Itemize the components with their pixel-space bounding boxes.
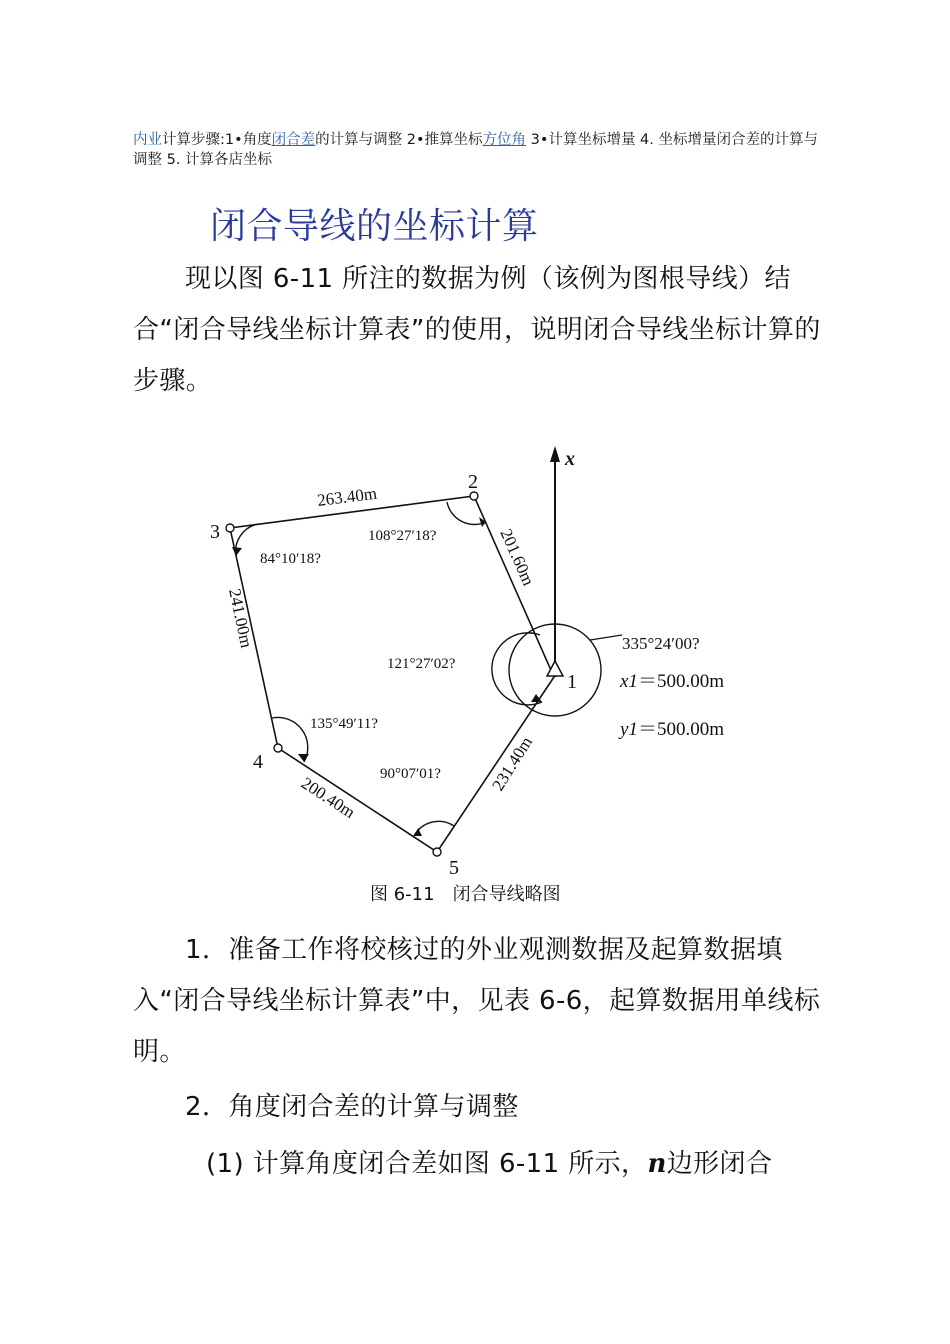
point-label-4: 4 [253, 751, 263, 773]
intro-part-1: 计算步骤:1•角度 [162, 132, 272, 148]
point-label-5: 5 [449, 857, 459, 879]
side-label-3-2: 263.40m [316, 483, 379, 510]
point-3-marker [226, 524, 234, 532]
angle-arc-4-arrowhead [298, 754, 309, 762]
point-5-marker [433, 848, 441, 856]
angle-label-3: 84°10′18? [260, 551, 321, 567]
point-label-1: 1 [567, 671, 577, 693]
point-label-2: 2 [468, 471, 478, 493]
side-label-5-1: 231.40m [488, 733, 537, 795]
link-bihecha[interactable]: 闭合差 [271, 132, 316, 148]
p4-variable-n: n [647, 1149, 667, 1179]
coord-y1 [618, 719, 724, 740]
axis-x-label: x [565, 448, 575, 470]
coord-y1-value: ＝500.00m [637, 719, 724, 740]
side-label-4-5: 200.40m [297, 773, 359, 823]
angle-label-5: 90°07′01? [380, 766, 441, 782]
intro-part-3: 3•计算坐标增量 4. 坐标增量闭合差的计算与调整 5. 计算各店坐标 [133, 132, 819, 168]
paragraph-intro: 现以图 6-11 所注的数据为例（该例为图根导线）结合“闭合导线坐标计算表”的使用，说明闭合导线坐标计算的步骤。 [133, 264, 821, 396]
intro-text [133, 130, 823, 170]
page-title: 闭合导线的坐标计算 [210, 206, 539, 247]
point-2-marker [470, 492, 478, 500]
figure-caption: 图 6-11 闭合导线略图 [370, 884, 561, 905]
azimuth-label: 335°24′00? [622, 634, 700, 653]
intro-part-2: 的计算与调整 2•推算坐标 [315, 132, 483, 148]
point-4-marker [274, 744, 282, 752]
angle-label-4: 135°49′11? [310, 716, 378, 732]
coord-x1-value: ＝500.00m [637, 671, 724, 692]
angle-arc-2 [447, 502, 486, 524]
p4-prefix: (1) 计算角度闭合差如图 6-11 所示， [206, 1149, 648, 1179]
coord-x1 [619, 671, 724, 692]
angle-arc-2-arrowhead [479, 517, 486, 527]
angle-arc-3-arrowhead [232, 547, 242, 556]
angle-label-1: 121°27′02? [387, 656, 456, 672]
coord-y1-label: y1 [620, 719, 638, 740]
paragraph-step-2: 2．角度闭合差的计算与调整 [185, 1092, 519, 1122]
north-arrow [550, 446, 560, 462]
paragraph-step-2-1 [146, 1139, 846, 1190]
side-label-2-1: 201.60m [496, 525, 539, 589]
traverse-diagram [190, 440, 760, 880]
paragraph-step-1: 1．准备工作将校核过的外业观测数据及起算数据填入“闭合导线坐标计算表”中，见表 6-6，起算数据用单线标明。 [133, 935, 821, 1067]
point-label-3: 3 [210, 521, 220, 543]
angle-label-2: 108°27′18? [368, 528, 437, 544]
coord-x1-label: x1 [620, 671, 638, 692]
side-label-3-4: 241.00m [225, 586, 257, 650]
p4-suffix: 边形闭合 [666, 1149, 773, 1179]
azimuth-leader [590, 635, 622, 640]
link-neiye[interactable]: 内业 [133, 132, 162, 148]
link-fangweijiao[interactable]: 方位角 [482, 132, 527, 148]
angle-arc-5-arrowhead [414, 828, 422, 836]
